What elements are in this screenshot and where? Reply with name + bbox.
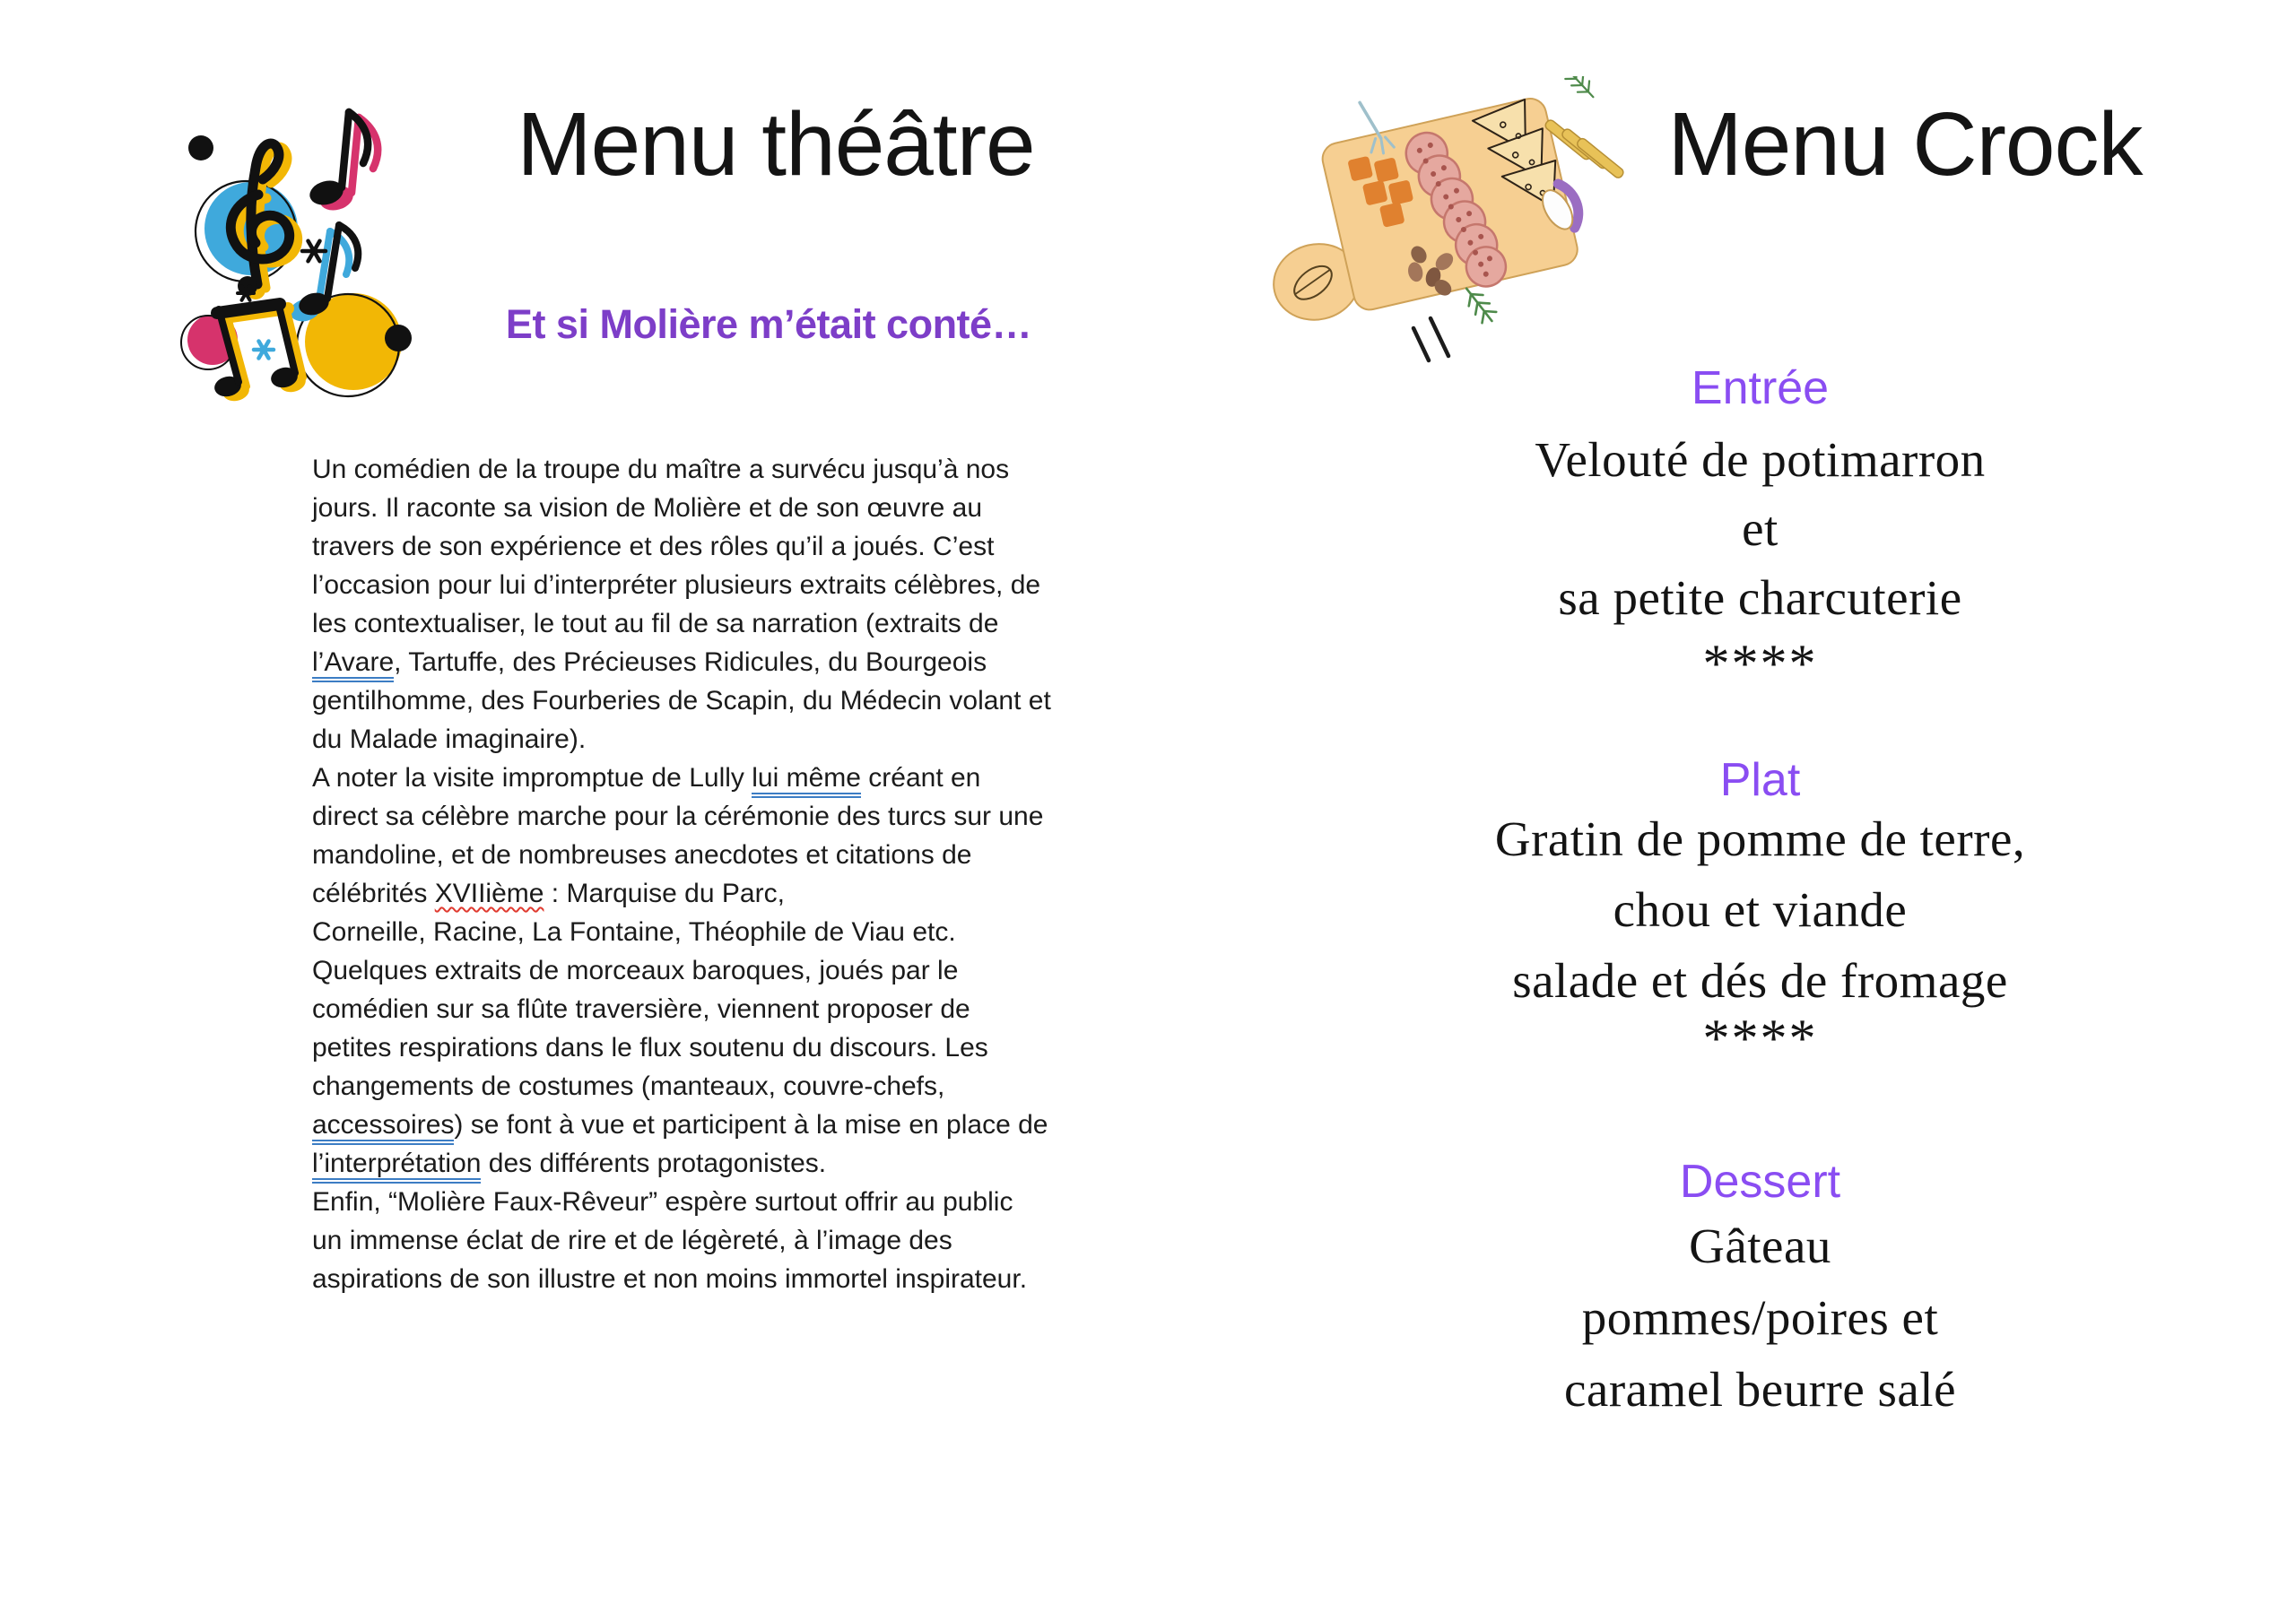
text-segment: jours. Il raconte sa vision de Molière et de son œuvre au	[312, 493, 983, 523]
paragraph-line	[312, 1144, 1146, 1183]
paragraph-line	[312, 990, 1146, 1028]
menu-item-line: Gâteau	[1689, 1219, 1831, 1273]
text-segment: , Tartuffe, des Précieuses Ridicules, du Bourgeois	[394, 647, 987, 677]
text-segment: gentilhomme, des Fourberies de Scapin, du Médecin volant et	[312, 686, 1051, 716]
paragraph-line	[312, 1221, 1146, 1260]
paragraph-line	[312, 489, 1146, 527]
section-heading-dessert: Dessert	[1679, 1156, 1841, 1208]
paragraph-line	[312, 643, 1146, 681]
menu-item-line: salade et dés de fromage	[1512, 953, 2008, 1008]
paragraph-line	[312, 951, 1146, 990]
right-page-title: Menu Crock	[1667, 94, 2143, 195]
paragraph-line	[312, 1183, 1146, 1221]
underlined-link-text[interactable]: lui même	[752, 763, 861, 798]
text-segment: A noter la visite impromptue de Lully	[312, 763, 752, 793]
menu-item-line: pommes/poires et	[1581, 1290, 1939, 1345]
menu-item-line: caramel beurre salé	[1564, 1362, 1956, 1417]
section-heading-plat: Plat	[1719, 754, 1801, 806]
paragraph-line	[312, 450, 1146, 489]
text-segment: l’occasion pour lui d’interpréter plusieurs extraits célèbres, de	[312, 570, 1041, 600]
paragraph-line	[312, 759, 1146, 797]
text-segment: Quelques extraits de morceaux baroques, joués par le	[312, 956, 959, 985]
text-segment: travers de son expérience et des rôles qu’il a joués. C’est	[312, 532, 995, 561]
paragraph-line	[312, 874, 1146, 913]
text-segment: ) se font à vue et participent à la mise en place de	[454, 1110, 1048, 1140]
music-notes-illustration	[172, 85, 428, 439]
paragraph-line	[312, 1028, 1146, 1067]
music-notes-icon	[172, 85, 428, 439]
section-items-plat	[1327, 803, 2193, 1016]
text-segment: comédien sur sa flûte traversière, viennent proposer de	[312, 994, 970, 1024]
text-segment: créant en	[860, 763, 981, 793]
paragraph-line	[312, 604, 1146, 643]
text-segment: changements de costumes (manteaux, couvre-chefs,	[312, 1071, 945, 1101]
paragraph-line	[312, 681, 1146, 720]
text-segment: Corneille, Racine, La Fontaine, Théophile de Viau etc.	[312, 917, 956, 947]
text-segment: les contextualiser, le tout au fil de sa narration (extraits de	[312, 609, 999, 638]
text-segment: : Marquise du Parc,	[544, 879, 785, 908]
misspelled-word: XVIIième	[434, 879, 544, 908]
section-items-dessert	[1327, 1210, 2193, 1426]
paragraph-line	[312, 566, 1146, 604]
left-page-title: Menu théâtre	[517, 94, 1035, 195]
paragraph-line	[312, 527, 1146, 566]
underlined-link-text[interactable]: l’Avare	[312, 647, 394, 682]
paragraph-line	[312, 913, 1146, 951]
text-segment: mandoline, et de nombreuses anecdotes et citations de	[312, 840, 972, 870]
separator-stars-2: ****	[1702, 1009, 1818, 1068]
charcuterie-board-illustration	[1255, 76, 1640, 368]
paragraph-line	[312, 797, 1146, 836]
section-heading-entree: Entrée	[1691, 362, 1830, 414]
text-segment: du Malade imaginaire).	[312, 724, 587, 754]
charcuterie-board-icon	[1255, 76, 1640, 368]
text-segment: Un comédien de la troupe du maître a survécu jusqu’à nos	[312, 455, 1010, 484]
text-segment: petites respirations dans le flux soutenu du discours. Les	[312, 1033, 988, 1063]
paragraph-line	[312, 1067, 1146, 1106]
text-segment: aspirations de son illustre et non moins immortel inspirateur.	[312, 1264, 1028, 1294]
text-segment: direct sa célèbre marche pour la cérémonie des turcs sur une	[312, 802, 1044, 831]
text-segment: un immense éclat de rire et de légèreté, à l’image des	[312, 1226, 952, 1255]
section-items-entree	[1327, 425, 2193, 632]
description-paragraph	[312, 450, 1146, 1298]
menu-item-line: Gratin de pomme de terre,	[1494, 811, 2026, 866]
separator-stars-1: ****	[1702, 634, 1818, 693]
paragraph-line	[312, 1260, 1146, 1298]
left-page-subtitle: Et si Molière m’était conté…	[505, 301, 1032, 347]
menu-item-line: Velouté de potimarron	[1535, 432, 1986, 487]
paragraph-line	[312, 720, 1146, 759]
menu-item-line: et	[1742, 501, 1779, 556]
text-segment: Enfin, “Molière Faux-Rêveur” espère surtout offrir au public	[312, 1187, 1013, 1217]
underlined-link-text[interactable]: l’interprétation	[312, 1149, 481, 1184]
text-segment: des différents protagonistes.	[481, 1149, 827, 1178]
menu-item-line: chou et viande	[1613, 882, 1908, 937]
underlined-link-text[interactable]: accessoires	[312, 1110, 454, 1145]
paragraph-line	[312, 1106, 1146, 1144]
text-segment: célébrités	[312, 879, 435, 908]
paragraph-line	[312, 836, 1146, 874]
menu-item-line: sa petite charcuterie	[1558, 570, 1962, 625]
